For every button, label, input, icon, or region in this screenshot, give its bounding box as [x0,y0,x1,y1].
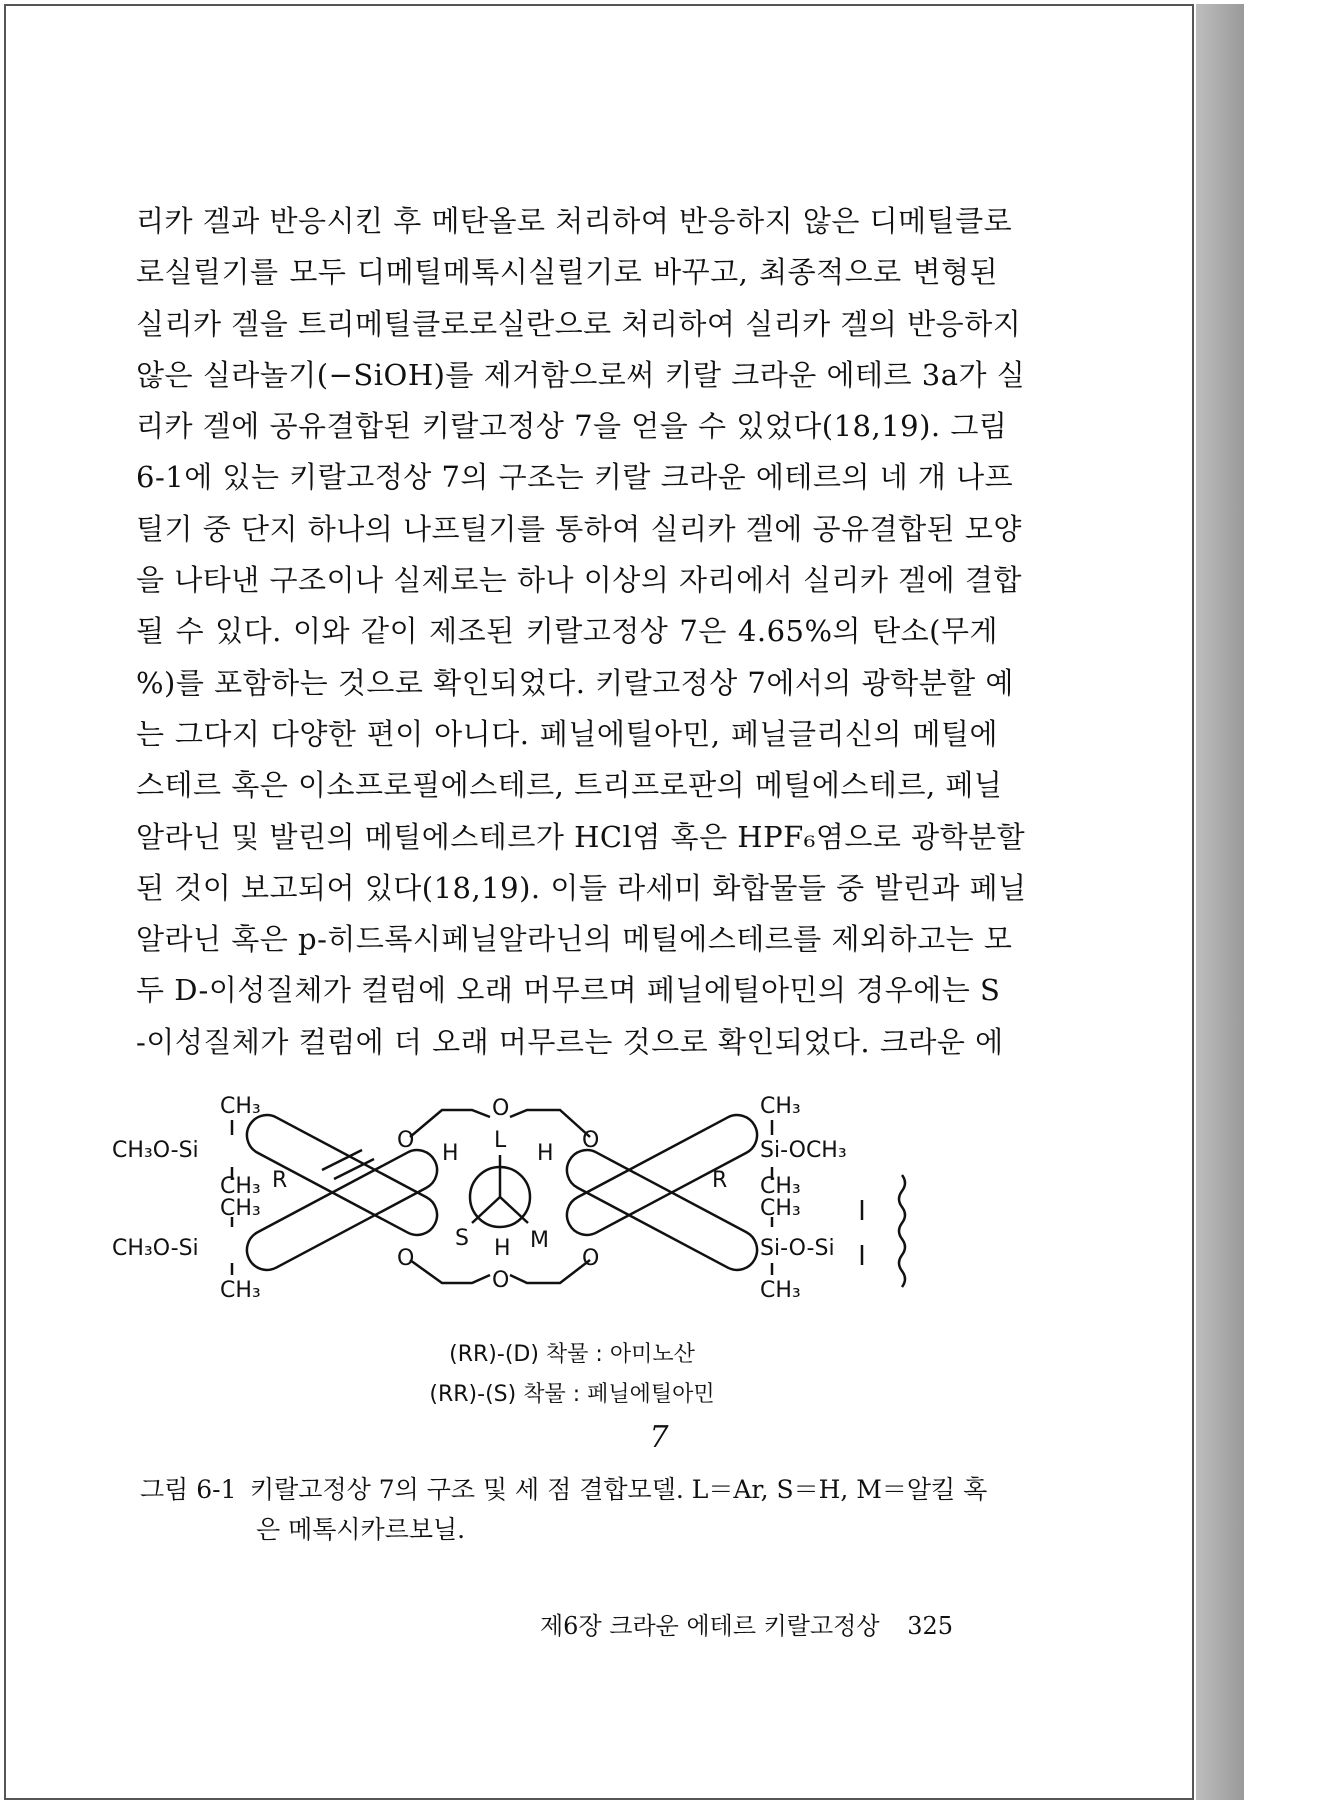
o-label-6: O [582,1246,600,1271]
caption-line-1: 키랄고정상 7의 구조 및 세 점 결합모델. L＝Ar, S＝H, M＝알킬 혹 [250,1475,988,1504]
o-label-4: O [397,1246,415,1271]
o-label-2: O [492,1096,510,1121]
o-label-3: O [582,1128,600,1153]
ch3-label-1: CH₃ [220,1094,261,1119]
ch3-label-8: CH₃ [760,1278,801,1303]
structure-figure [112,1075,1032,1415]
body-line: -이성질체가 컬럼에 더 오래 머무르는 것으로 확인되었다. 크라운 에 [136,1024,1004,1059]
body-line: 알라닌 혹은 p-히드록시페닐알라닌의 메틸에스테르를 제외하고는 모 [136,922,1013,957]
body-line: 리카 겔에 공유결합된 키랄고정상 7을 얻을 수 있었다(18,19). 그림 [136,409,1008,444]
sub-caption-amino-acid: (RR)-(D) 착물 : 아미노산 [449,1342,695,1367]
ch3-label-2: CH₃ [220,1174,261,1199]
ch3-label-5: CH₃ [760,1094,801,1119]
caption-label: 그림 6-1 [140,1475,237,1504]
body-line: 스테르 혹은 이소프로필에스테르, 트리프로판의 메틸에스테르, 페닐 [136,768,1003,803]
si-o-si-label: Si-O-Si [760,1236,835,1261]
sub-caption-phenylethylamine: (RR)-(S) 착물 : 페닐에틸아민 [429,1382,715,1407]
s-label: S [455,1226,469,1251]
l-label: L [494,1128,507,1153]
body-line: 된 것이 보고되어 있다(18,19). 이들 라세미 화합물들 중 발린과 페닐 [136,870,1027,905]
ch3-label-7: CH₃ [760,1196,801,1221]
o-label-1: O [397,1128,415,1153]
body-line: 두 D-이성질체가 컬럼에 오래 머무르며 페닐에틸아민의 경우에는 S [136,973,1001,1008]
body-line: 실리카 겔을 트리메틸클로로실란으로 처리하여 실리카 겔의 반응하지 [136,306,1022,341]
caption-line-2: 은 메톡시카르보닐. [256,1515,466,1544]
r-label-left: R [272,1168,288,1193]
m-label: M [530,1228,549,1253]
si-och3-label: Si-OCH₃ [760,1138,847,1163]
body-line: 틸기 중 단지 하나의 나프틸기를 통하여 실리카 겔에 공유결합된 모양 [136,511,1022,546]
body-line: 로실릴기를 모두 디메틸메톡시실릴기로 바꾸고, 최종적으로 변형된 [136,255,998,290]
h-label-3: H [494,1236,511,1261]
ch3o-si-label-1: CH₃O-Si [112,1138,199,1163]
o-label-5: O [492,1268,510,1293]
running-footer [540,1606,953,1641]
body-line: 리카 겔과 반응시킨 후 메탄올로 처리하여 반응하지 않은 디메틸클로 [136,204,1013,238]
body-line: 될 수 있다. 이와 같이 제조된 키랄고정상 7은 4.65%의 탄소(무게 [136,614,998,649]
ch3-label-3: CH₃ [220,1196,261,1221]
h-label-2: H [537,1141,554,1166]
body-line: 6-1에 있는 키랄고정상 7의 구조는 키랄 크라운 에테르의 네 개 나프 [136,460,1014,495]
ch3-label-6: CH₃ [760,1174,801,1199]
ch3-label-4: CH₃ [220,1278,261,1303]
h-label-1: H [442,1141,459,1166]
ch3o-si-label-2: CH₃O-Si [112,1236,199,1261]
body-text [136,196,1027,1068]
chapter-title: 제6장 크라운 에테르 키랄고정상 [540,1612,880,1640]
r-label-right: R [712,1168,728,1193]
body-line: 는 그다지 다양한 편이 아니다. 페닐에틸아민, 페닐글리신의 메틸에 [136,716,998,751]
body-line: 을 나타낸 구조이나 실제로는 하나 이상의 자리에서 실리카 겔에 결합 [136,563,1022,598]
page-edge [1196,4,1244,1800]
compound-number: 7 [649,1420,669,1455]
body-line: %)를 포함하는 것으로 확인되었다. 키랄고정상 7에서의 광학분할 예 [136,665,1014,700]
body-line: 알라닌 및 발린의 메틸에스테르가 HCl염 혹은 HPF₆염으로 광학분할 [136,819,1026,854]
figure-caption [140,1470,1020,1550]
body-line: 않은 실라놀기(−SiOH)를 제거함으로써 키랄 크라운 에테르 3a가 실 [136,357,1026,392]
page-number: 325 [907,1612,954,1640]
